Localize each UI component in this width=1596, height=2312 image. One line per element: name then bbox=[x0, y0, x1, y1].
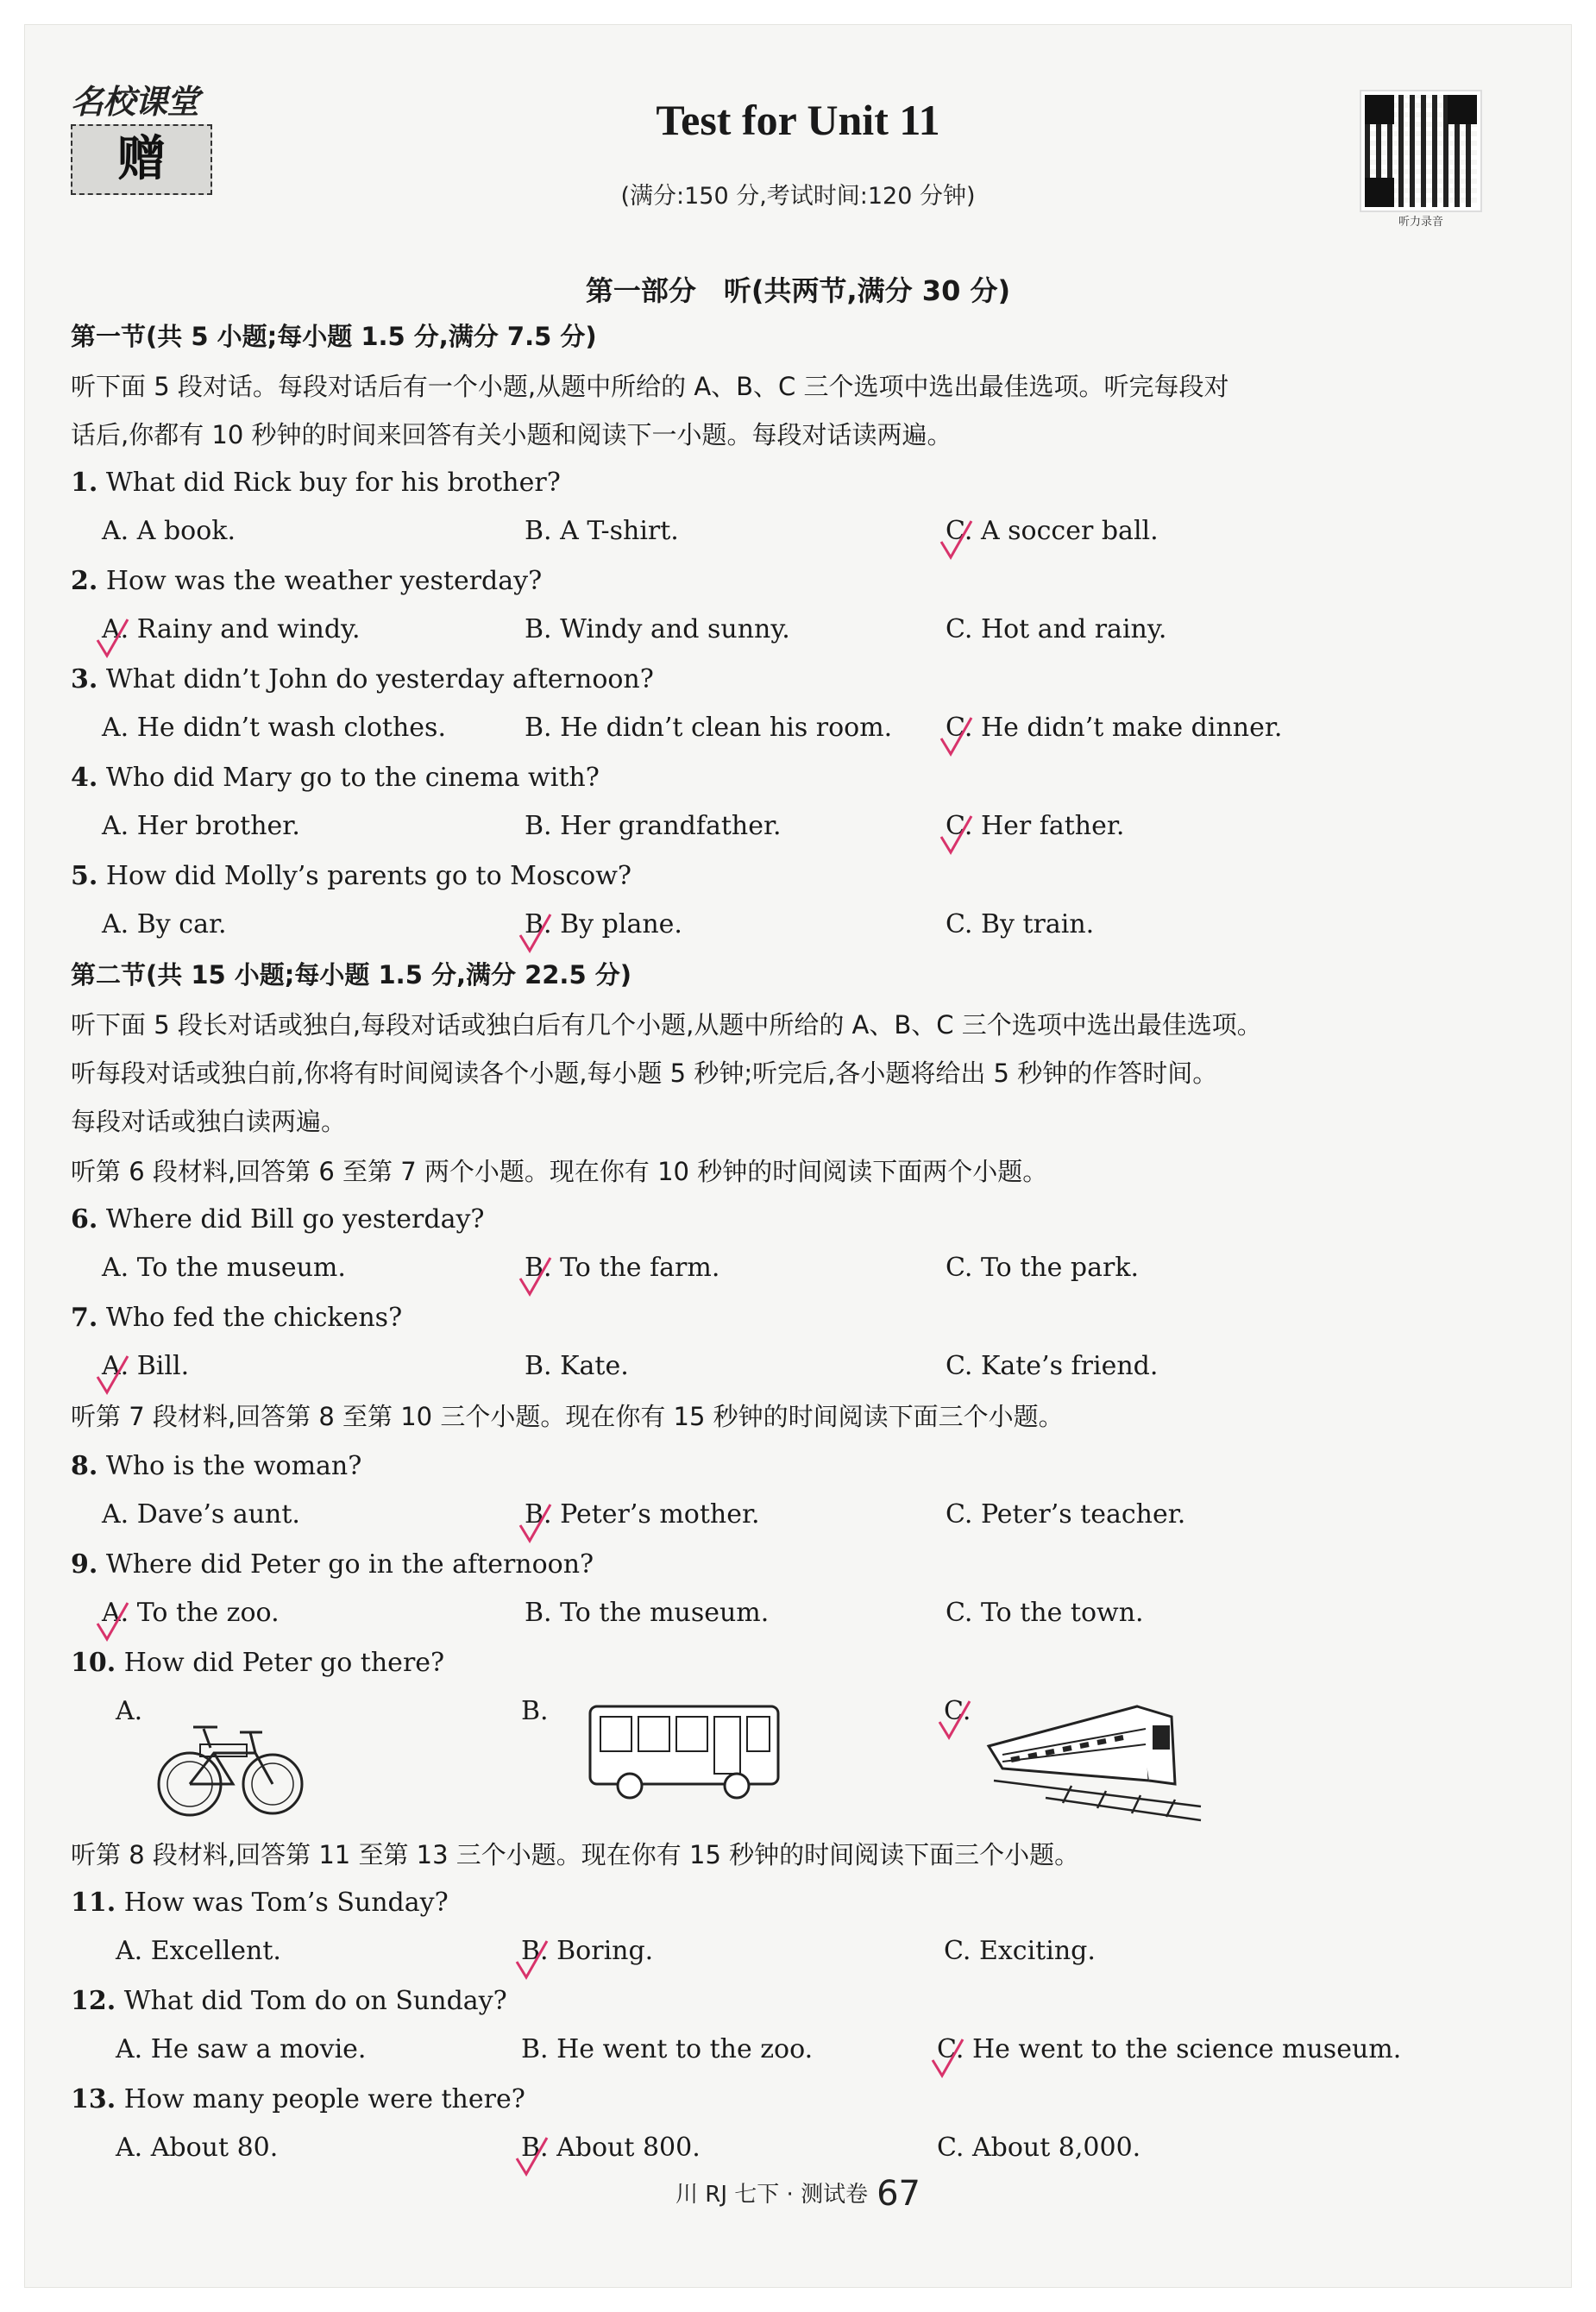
question-13 bbox=[71, 2083, 1486, 2117]
question-text: Who is the woman? bbox=[105, 1451, 362, 1481]
option-b[interactable]: B. He didn’t clean his room. bbox=[525, 713, 893, 743]
question-text: What did Rick buy for his brother? bbox=[105, 468, 561, 498]
question-text: Where did Bill go yesterday? bbox=[105, 1204, 485, 1235]
option-c[interactable]: C. Her father. bbox=[946, 811, 1125, 841]
option-a[interactable]: A. He saw a movie. bbox=[116, 2034, 367, 2064]
question-number: 3. bbox=[71, 664, 98, 694]
option-a[interactable]: A. To the zoo. bbox=[102, 1598, 280, 1628]
option-a[interactable]: A. A book. bbox=[102, 516, 236, 546]
logo-badge: 赠 bbox=[71, 124, 212, 195]
question-number: 2. bbox=[71, 566, 98, 596]
option-b[interactable]: B. He went to the zoo. bbox=[521, 2034, 814, 2064]
option-c[interactable]: C. About 8,000. bbox=[937, 2133, 1141, 2163]
qr-code-icon[interactable] bbox=[1361, 91, 1480, 210]
section-2-instructions: 每段对话或独白读两遍。 bbox=[71, 1107, 347, 1136]
footer-label: 川 RJ 七下 · 测试卷 bbox=[675, 2182, 869, 2208]
exam-info: (满分:150 分,考试时间:120 分钟) bbox=[620, 183, 976, 210]
question-text: How did Molly’s parents go to Moscow? bbox=[105, 861, 631, 891]
option-b[interactable]: B. Kate. bbox=[525, 1351, 629, 1381]
option-a[interactable]: A. Her brother. bbox=[102, 811, 300, 841]
option-c[interactable]: C. Hot and rainy. bbox=[946, 614, 1167, 644]
question-number: 6. bbox=[71, 1204, 98, 1235]
question-number: 7. bbox=[71, 1303, 98, 1333]
question-number: 9. bbox=[71, 1549, 98, 1580]
train-icon[interactable] bbox=[985, 1694, 1210, 1824]
question-text: What did Tom do on Sunday? bbox=[123, 1986, 507, 2016]
option-b[interactable]: B. bbox=[521, 1696, 549, 1726]
material-instruction: 听第 8 段材料,回答第 11 至第 13 三个小题。现在你有 15 秒钟的时间阅读下面三个小题。 bbox=[71, 1840, 1080, 1869]
option-b[interactable]: B. Peter’s mother. bbox=[525, 1499, 760, 1530]
option-a[interactable]: A. Bill. bbox=[102, 1351, 190, 1381]
section-1-title: 第一节(共 5 小题;每小题 1.5 分,满分 7.5 分) bbox=[71, 322, 597, 351]
option-c[interactable]: C. A soccer ball. bbox=[946, 516, 1159, 546]
option-c[interactable]: C. Exciting. bbox=[944, 1936, 1096, 1966]
option-b[interactable]: B. About 800. bbox=[521, 2133, 701, 2163]
question-2 bbox=[71, 564, 1486, 599]
page-number: 67 bbox=[877, 2174, 921, 2214]
question-text: What didn’t John do yesterday afternoon? bbox=[105, 664, 654, 694]
material-instruction: 听第 6 段材料,回答第 6 至第 7 两个小题。现在你有 10 秒钟的时间阅读下面两个小题。 bbox=[71, 1157, 1048, 1186]
question-1 bbox=[71, 466, 1486, 500]
question-number: 10. bbox=[71, 1648, 116, 1678]
section-1-instructions: 话后,你都有 10 秒钟的时间来回答有关小题和阅读下一小题。每段对话读两遍。 bbox=[71, 420, 952, 449]
question-number: 1. bbox=[71, 468, 98, 498]
option-b[interactable]: B. Windy and sunny. bbox=[525, 614, 790, 644]
question-3 bbox=[71, 663, 1486, 697]
question-number: 5. bbox=[71, 861, 98, 891]
option-c[interactable]: C. Kate’s friend. bbox=[946, 1351, 1159, 1381]
option-b[interactable]: B. A T-shirt. bbox=[525, 516, 679, 546]
section-2-instructions: 听每段对话或独白前,你将有时间阅读各个小题,每小题 5 秒钟;听完后,各小题将给出 5 秒钟的作答时间。 bbox=[71, 1059, 1218, 1088]
option-c[interactable]: C. bbox=[944, 1696, 971, 1726]
question-text: Where did Peter go in the afternoon? bbox=[105, 1549, 594, 1580]
option-a[interactable]: A. By car. bbox=[102, 909, 227, 939]
option-b[interactable]: B. By plane. bbox=[525, 909, 682, 939]
question-number: 11. bbox=[71, 1888, 116, 1918]
question-5 bbox=[71, 859, 1486, 894]
question-9 bbox=[71, 1548, 1486, 1582]
part-heading: 第一部分 听(共两节,满分 30 分) bbox=[585, 274, 1011, 307]
option-c[interactable]: C. He went to the science museum. bbox=[937, 2034, 1402, 2064]
option-a[interactable]: A. Dave’s aunt. bbox=[102, 1499, 300, 1530]
question-10 bbox=[71, 1646, 1486, 1681]
option-c[interactable]: C. To the park. bbox=[946, 1253, 1140, 1283]
question-text: How many people were there? bbox=[123, 2084, 525, 2114]
option-a[interactable]: A. bbox=[116, 1696, 143, 1726]
option-b[interactable]: B. Her grandfather. bbox=[525, 811, 782, 841]
section-2-instructions: 听下面 5 段长对话或独白,每段对话或独白后有几个小题,从题中所给的 A、B、C 三个选项中选出最佳选项。 bbox=[71, 1010, 1262, 1040]
page-footer bbox=[0, 2174, 1596, 2214]
question-11 bbox=[71, 1886, 1486, 1920]
qr-caption: 听力录音 bbox=[1398, 216, 1443, 229]
option-a[interactable]: A. He didn’t wash clothes. bbox=[102, 713, 446, 743]
question-12 bbox=[71, 1984, 1486, 2019]
section-1-instructions: 听下面 5 段对话。每段对话后有一个小题,从题中所给的 A、B、C 三个选项中选出最佳选项。听完每段对 bbox=[71, 372, 1229, 401]
logo-text: 名校课堂 bbox=[71, 83, 199, 121]
section-2-title: 第二节(共 15 小题;每小题 1.5 分,满分 22.5 分) bbox=[71, 960, 631, 990]
question-number: 13. bbox=[71, 2084, 116, 2114]
option-b[interactable]: B. Boring. bbox=[521, 1936, 654, 1966]
question-number: 4. bbox=[71, 763, 98, 793]
option-c[interactable]: C. To the town. bbox=[946, 1598, 1144, 1628]
question-text: Who fed the chickens? bbox=[105, 1303, 403, 1333]
question-text: Who did Mary go to the cinema with? bbox=[105, 763, 600, 793]
option-c[interactable]: C. Peter’s teacher. bbox=[946, 1499, 1186, 1530]
question-text: How was Tom’s Sunday? bbox=[123, 1888, 449, 1918]
question-text: How was the weather yesterday? bbox=[105, 566, 543, 596]
option-c[interactable]: C. He didn’t make dinner. bbox=[946, 713, 1283, 743]
material-instruction: 听第 7 段材料,回答第 8 至第 10 三个小题。现在你有 15 秒钟的时间阅读下面三个小题。 bbox=[71, 1402, 1064, 1431]
question-7 bbox=[71, 1301, 1486, 1335]
option-c[interactable]: C. By train. bbox=[946, 909, 1095, 939]
option-a[interactable]: A. To the museum. bbox=[102, 1253, 346, 1283]
option-b[interactable]: B. To the farm. bbox=[525, 1253, 720, 1283]
picture-options-row bbox=[71, 1694, 1486, 1824]
option-a[interactable]: A. About 80. bbox=[116, 2133, 279, 2163]
option-b[interactable]: B. To the museum. bbox=[525, 1598, 770, 1628]
option-a[interactable]: A. Rainy and windy. bbox=[102, 614, 361, 644]
bicycle-icon[interactable] bbox=[154, 1703, 309, 1820]
question-8 bbox=[71, 1449, 1486, 1484]
page-title: Test for Unit 11 bbox=[656, 96, 940, 144]
question-text: How did Peter go there? bbox=[123, 1648, 445, 1678]
question-number: 8. bbox=[71, 1451, 98, 1481]
bus-icon[interactable] bbox=[585, 1701, 783, 1805]
question-6 bbox=[71, 1203, 1486, 1237]
question-number: 12. bbox=[71, 1986, 116, 2016]
question-4 bbox=[71, 761, 1486, 795]
option-a[interactable]: A. Excellent. bbox=[116, 1936, 281, 1966]
